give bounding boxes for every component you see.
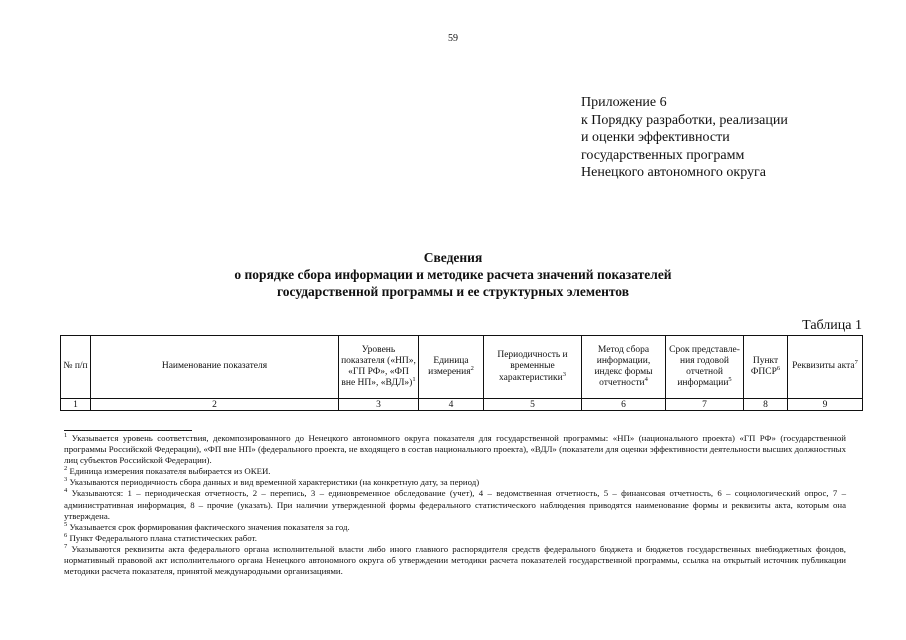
footnotes (64, 433, 846, 577)
document-title: Сведения (423, 250, 483, 265)
column-header: Метод сбора информации, индекс формы отчетности$^4$ (582, 336, 666, 399)
appendix-block (581, 94, 788, 182)
table-header-row (61, 336, 863, 399)
column-header: Наименование показателя (91, 336, 339, 399)
document-subtitle: о порядке сбора информации и методике расчета значений показателей (234, 267, 672, 282)
table-cell: 5 (484, 399, 582, 411)
footnote: $^6$ Пункт Федерального плана статистических работ. (64, 531, 257, 543)
column-header: Периодичность и временные характеристики$^3$ (484, 336, 582, 399)
footnote: $^3$ Указываются периодичность сбора данных и вид временной характеристики (на конкретную дату, за период) (64, 476, 480, 488)
table-cell: 8 (744, 399, 788, 411)
table-cell: 9 (788, 399, 863, 411)
column-header: Единица измерения$^2$ (419, 336, 484, 399)
column-header: № п/п (61, 336, 91, 399)
page-number: 59 (448, 33, 458, 44)
footnote: $^5$ Указывается срок формирования фактического значения показателя за год. (64, 520, 350, 532)
indicators-table (60, 335, 863, 411)
column-header: Срок представле-ния годовой отчетной информации$^5$ (666, 336, 744, 399)
column-header: Реквизиты акта$^7$ (788, 336, 863, 399)
table-cell: 3 (339, 399, 419, 411)
footnote: $^2$ Единица измерения показателя выбирается из ОКЕИ. (64, 465, 271, 477)
table-row (61, 399, 863, 411)
appendix-line: Ненецкого автономного округа (581, 165, 766, 180)
column-header: Пункт ФПСР$^6$ (744, 336, 788, 399)
appendix-line: и оценки эффективности (581, 130, 730, 145)
appendix-line: государственных программ (581, 147, 745, 163)
table-cell: 6 (582, 399, 666, 411)
table-cell: 4 (419, 399, 484, 411)
table-cell: 1 (61, 399, 91, 411)
footnote: $^7$ Указываются реквизиты акта федерального органа исполнительной власти либо иного главного распорядителя средств федерального бюджета и бюджетов государственных внебюджетных фондов, нормативный правовой акт исполнительного органа Ненецкого автономного округа об утверждении методики расчета показателей государственной программы, ссылка на открытый источник публикации методики расчета показателя, принятой международными организациями. (64, 543, 846, 577)
appendix-line: Приложение 6 (581, 95, 667, 110)
table-label: Таблица 1 (802, 318, 862, 333)
column-header: Уровень показателя («НП», «ГП РФ», «ФП вне НП», «ВДЛ»)$^1$ (339, 336, 419, 399)
footnote-divider (64, 430, 192, 431)
footnote: $^1$ Указывается уровень соответствия, декомпозированного до Ненецкого автономного округа показателя для государственной программы: «НП» (национального проекта) «ГП РФ» (государственной программы Российской Федерации), «ФП вне НП» (федерального проекта, не входящего в состав национального проекта), «ВДЛ» (показатели для оценки эффективности деятельности высших должностных лиц субъектов Российской Федерации). (64, 432, 847, 466)
table-cell: 7 (666, 399, 744, 411)
appendix-line: к Порядку разработки, реализации (581, 112, 788, 128)
table-cell: 2 (91, 399, 339, 411)
footnote: $^4$ Указываются: 1 – периодическая отчетность, 2 – перепись, 3 – единовременное обследование (учет), 4 – ведомственная отчетность, 5 – финансовая отчетность, 6 – социологический опрос, 7 – административная информация, 8 – прочие (указать). При наличии утвержденной формы федерального статистического наблюдения приводятся наименование формы и реквизиты акта, которым она утверждена. (64, 487, 846, 521)
document-subtitle: государственной программы и ее структурных элементов (276, 284, 630, 299)
